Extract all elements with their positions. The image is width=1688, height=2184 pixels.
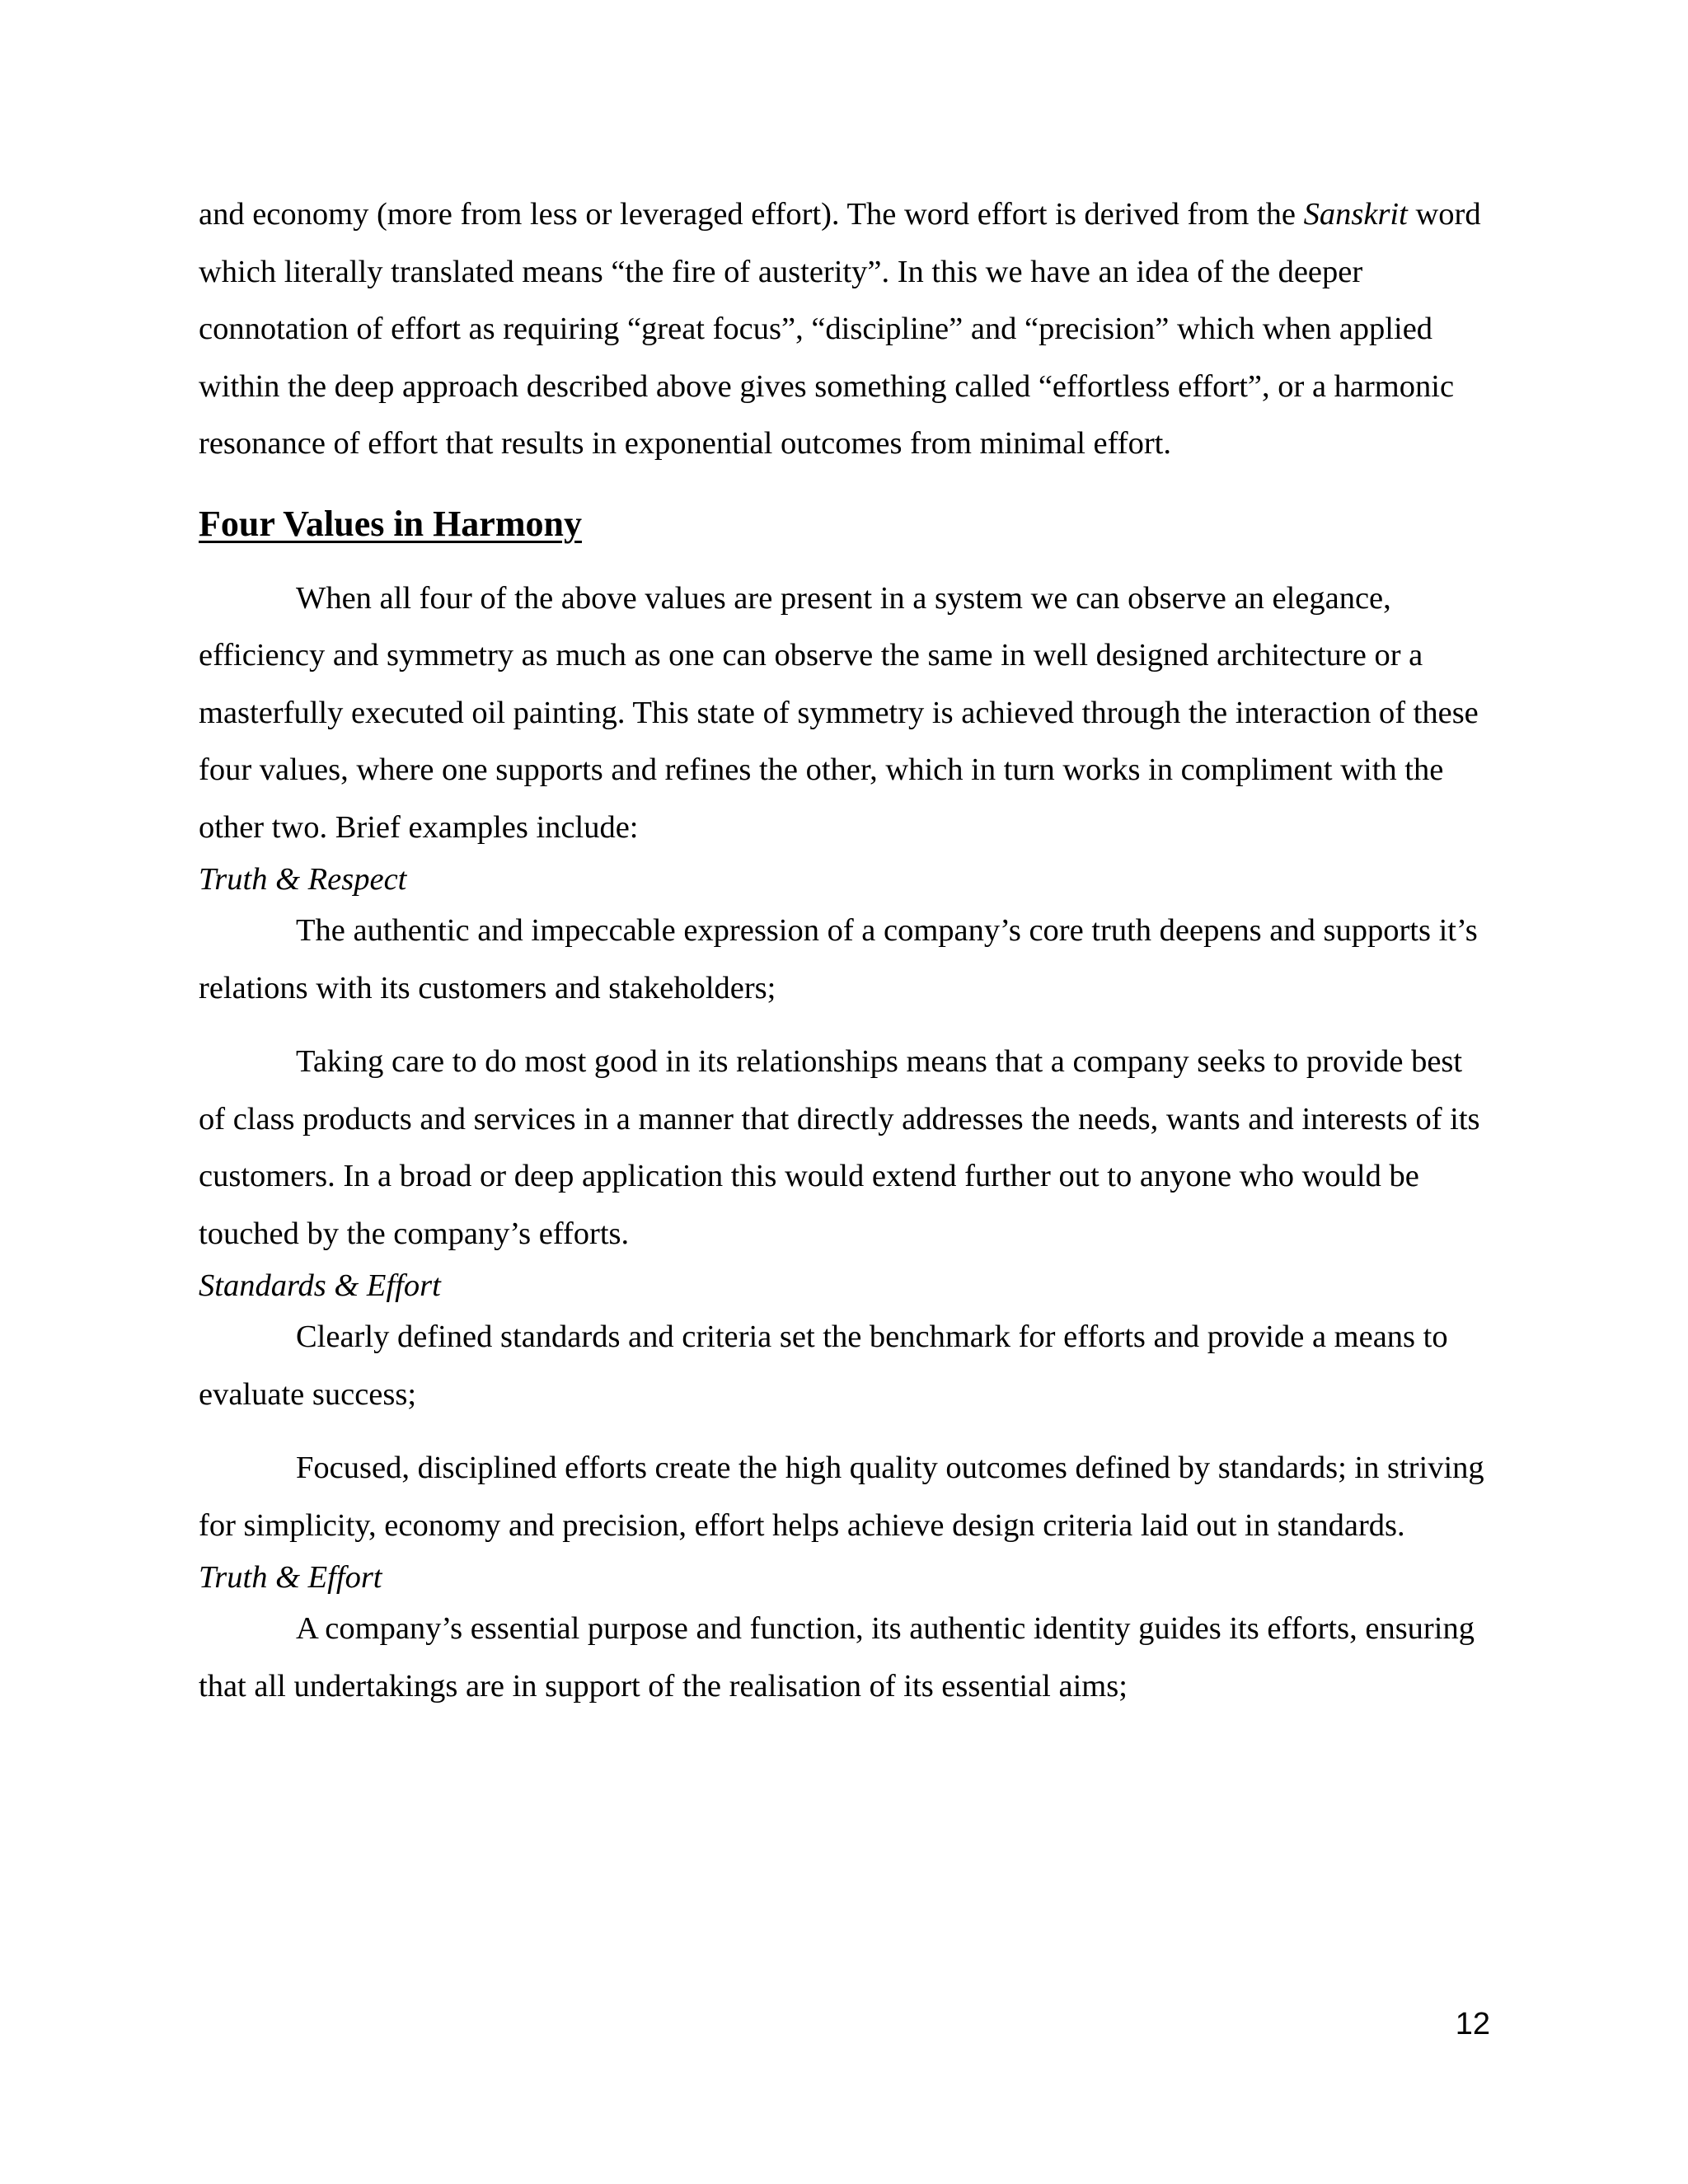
value-pair-truth-effort xyxy=(199,1554,1494,1715)
value-pair-title: Truth & Respect xyxy=(199,862,407,897)
intro-paragraph xyxy=(199,186,1494,473)
section-heading xyxy=(199,501,1494,547)
intro-italic-word: Sanskrit xyxy=(1303,197,1408,232)
section-intro-paragraph: When all four of the above values are present in a system we can observe an elegance, efficiency and symmetry as much as one can observe the same in well designed architecture or a masterfully executed oil painting. This state of symmetry is achieved through the interaction of these four values, where one supports and refines the other, which in turn works in compliment with the other two. Brief examples include: xyxy=(199,580,1479,845)
value-pair-paragraph: Clearly defined standards and criteria set the benchmark for efforts and provide a means to evaluate success; xyxy=(199,1319,1448,1412)
value-pair-standards-effort xyxy=(199,1263,1494,1554)
value-pair-title: Truth & Effort xyxy=(199,1560,382,1595)
value-pair-paragraph: Focused, disciplined efforts create the high quality outcomes defined by standards; in striving for simplicity, economy and precision, effort helps achieve design criteria laid out in standards. xyxy=(199,1451,1484,1543)
value-pair-paragraph: Taking care to do most good in its relationships means that a company seeks to provide best of class products and services in a manner that directly addresses the needs, wants and interests of its customers. In a broad or deep application this would extend further out to anyone who would be touched by the company’s efforts. xyxy=(199,1044,1480,1251)
page-body xyxy=(199,186,1494,1715)
intro-text-start: and economy (more from less or leveraged effort). The word effort is derived from the xyxy=(199,197,1304,232)
section-heading-text: Four Values in Harmony xyxy=(199,503,582,544)
intro-text-end: word which literally translated means “the fire of austerity”. In this we have an idea of the deeper connotation of effort as requiring “great focus”, “discipline” and “precision” which when applied within the deep approach described above gives something called “effortless effort”, or a harmonic resonance of effort that results in exponential outcomes from minimal effort. xyxy=(199,197,1481,461)
value-pair-paragraph: A company’s essential purpose and function, its authentic identity guides its efforts, ensuring that all undertakings are in support of the realisation of its essential aims; xyxy=(199,1611,1475,1704)
value-pair-paragraph: The authentic and impeccable expression of a company’s core truth deepens and supports it’s relations with its customers and stakeholders; xyxy=(199,913,1478,1005)
value-pair-truth-respect xyxy=(199,856,1494,1263)
value-pair-title: Standards & Effort xyxy=(199,1268,441,1303)
page-number: 12 xyxy=(1455,2007,1490,2041)
